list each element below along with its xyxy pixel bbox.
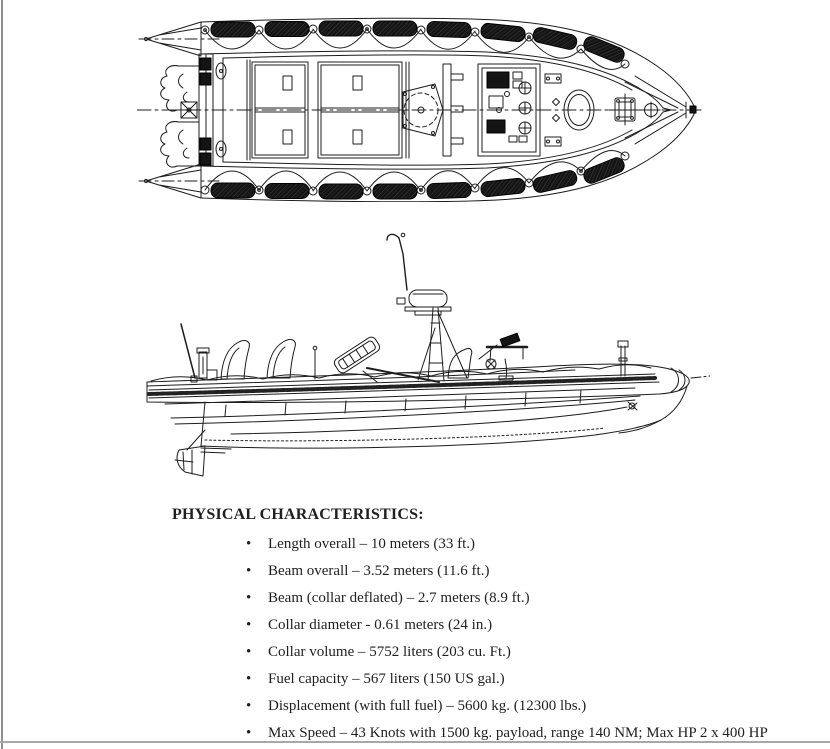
characteristic-item xyxy=(246,585,768,612)
characteristic-text: Beam (collar deflated) – 2.7 meters (8.9 ft.) xyxy=(268,590,530,606)
rib-top-view-drawing xyxy=(137,4,702,202)
characteristic-text: Fuel capacity – 567 liters (150 US gal.) xyxy=(268,671,505,687)
bullet-icon: • xyxy=(246,698,252,714)
characteristic-text: Displacement (with full fuel) – 5600 kg. (12300 lbs.) xyxy=(268,698,587,714)
characteristic-item xyxy=(246,693,768,720)
characteristic-item xyxy=(246,720,768,747)
characteristic-item xyxy=(246,612,768,639)
bullet-icon: • xyxy=(246,725,252,741)
characteristic-item xyxy=(246,558,768,585)
characteristic-text: Beam overall – 3.52 meters (11.6 ft.) xyxy=(268,563,490,579)
characteristic-text: Collar volume – 5752 liters (203 cu. Ft.) xyxy=(268,644,511,660)
bullet-icon: • xyxy=(246,536,252,552)
bullet-icon: • xyxy=(246,617,252,633)
characteristic-item xyxy=(246,531,768,558)
bullet-icon: • xyxy=(246,644,252,660)
physical-characteristics-heading: PHYSICAL CHARACTERISTICS: xyxy=(172,506,424,523)
bullet-icon: • xyxy=(246,563,252,579)
characteristic-item xyxy=(246,666,768,693)
bullet-icon: • xyxy=(246,671,252,687)
characteristic-item xyxy=(246,639,768,666)
rib-side-view-drawing xyxy=(135,228,710,478)
bullet-icon: • xyxy=(246,590,252,606)
physical-characteristics-list xyxy=(246,531,768,747)
characteristic-text: Max Speed – 43 Knots with 1500 kg. payload, range 140 NM; Max HP 2 x 400 HP xyxy=(268,725,768,741)
characteristic-text: Collar diameter - 0.61 meters (24 in.) xyxy=(268,617,493,633)
page-left-edge xyxy=(1,0,3,749)
characteristic-text: Length overall – 10 meters (33 ft.) xyxy=(268,536,476,552)
